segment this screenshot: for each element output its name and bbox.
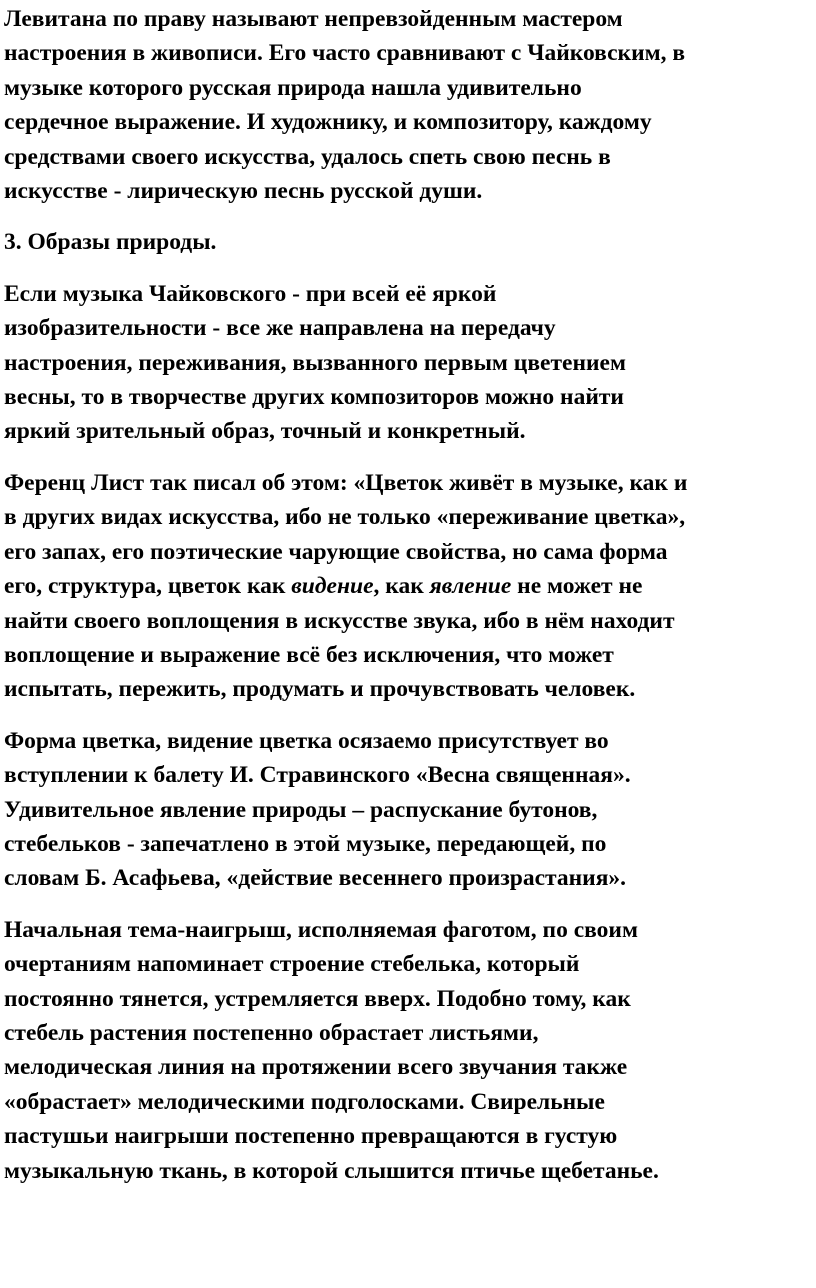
text-line: искусстве - лирическую песнь русской души. (4, 178, 483, 205)
text-line: вступлении к балету И. Стравинского «Весна священная». (4, 762, 631, 789)
paragraph-bassoon-theme (4, 913, 812, 1188)
text-run: его, структура, цветок как (4, 573, 292, 600)
text-line: пастушьи наигрыши постепенно превращаются в густую (4, 1123, 618, 1150)
text-line: найти своего воплощения в искусстве звука, ибо в нём находит (4, 607, 675, 634)
text-line: очертаниям напоминает строение стебелька, который (4, 951, 580, 978)
text-line: воплощение и выражение всё без исключения, что может (4, 641, 614, 668)
text-line: «обрастает» мелодическими подголосками. Свирельные (4, 1088, 605, 1115)
text-run: , как (373, 573, 430, 600)
text-line: постоянно тянется, устремляется вверх. Подобно тому, как (4, 985, 631, 1012)
text-line: музыкальную ткань, в которой слышится птичье щебетанье. (4, 1157, 659, 1184)
text-line: музыке которого русская природа нашла удивительно (4, 74, 582, 101)
section-heading (4, 225, 812, 259)
heading-text: 3. Образы природы. (4, 229, 217, 256)
text-line: настроения, переживания, вызванного первым цветением (4, 349, 626, 376)
text-line: Форма цветка, видение цветка осязаемо присутствует во (4, 727, 609, 754)
text-run: не может не (511, 573, 643, 600)
text-line: Если музыка Чайковского - при всей её яркой (4, 280, 497, 307)
text-line-mixed (4, 569, 812, 603)
paragraph-liszt-quote (4, 466, 812, 707)
italic-word: явление (429, 573, 512, 600)
text-line: в других видах искусства, ибо не только «переживание цветка», (4, 504, 686, 531)
text-line: весны, то в творчестве других композиторов можно найти (4, 384, 624, 411)
text-line: Левитана по праву называют непревзойденным мастером (4, 6, 623, 32)
text-line: стебель растения постепенно обрастает листьями, (4, 1019, 539, 1046)
text-line: стебельков - запечатлено в этой музыке, передающей, по (4, 830, 607, 857)
text-line: настроения в живописи. Его часто сравнивают с Чайковским, в (4, 40, 686, 67)
text-line: его запах, его поэтические чарующие свойства, но сама форма (4, 538, 668, 565)
text-line: изобразительности - все же направлена на передачу (4, 315, 556, 342)
text-line: испытать, пережить, продумать и прочувствовать человек. (4, 676, 636, 703)
text-line: сердечное выражение. И художнику, и композитору, каждому (4, 109, 652, 136)
paragraph-stravinsky (4, 724, 812, 896)
text-line: яркий зрительный образ, точный и конкретный. (4, 418, 526, 445)
text-line: Начальная тема-наигрыш, исполняемая фаготом, по своим (4, 916, 638, 943)
text-line: средствами своего искусства, удалось спеть свою песнь в (4, 143, 611, 170)
text-line: мелодическая линия на протяжении всего звучания также (4, 1054, 628, 1081)
paragraph-tchaikovsky (4, 277, 812, 449)
paragraph-levitan (4, 2, 812, 208)
text-line: словам Б. Асафьева, «действие весеннего произрастания». (4, 865, 627, 892)
italic-word: видение (291, 573, 374, 600)
text-line: Удивительное явление природы – распускание бутонов, (4, 796, 598, 823)
text-line: Ференц Лист так писал об этом: «Цветок живёт в музыке, как и (4, 469, 688, 496)
